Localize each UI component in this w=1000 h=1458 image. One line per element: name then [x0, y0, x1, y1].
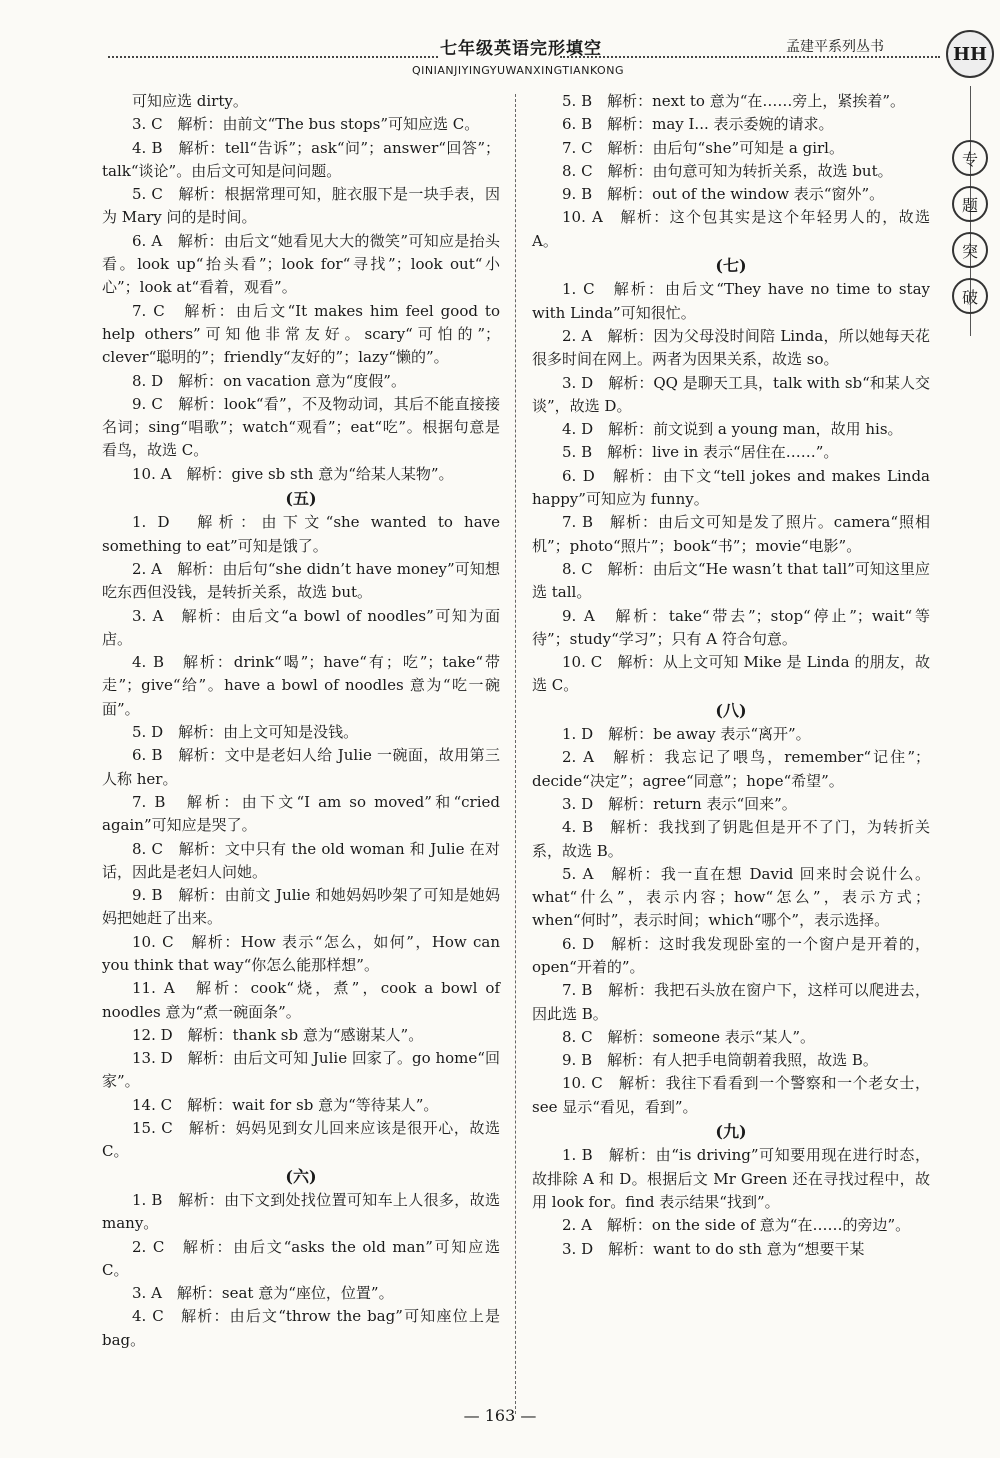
- answer-item: 3. D 解析：want to do sth 意为“想要干某: [562, 1239, 865, 1258]
- answer-item: 9. B 解析：out of the window 表示“窗外”。: [562, 185, 885, 204]
- series-name: 孟建平系列丛书: [786, 39, 884, 55]
- answer-item: 3. D 解析：QQ 是聊天工具，talk with sb“和某人交谈”，故选 D。: [532, 373, 930, 415]
- answer-item: 14. C 解析：wait for sb 意为“等待某人”。: [132, 1095, 439, 1114]
- side-tab-2: 题: [952, 186, 988, 222]
- side-tabs: [952, 140, 988, 324]
- answer-item: 8. D 解析：on vacation 意为“度假”。: [132, 371, 406, 390]
- answer-item: 5. B 解析：next to 意为“在……旁上，紧挨着”。: [562, 92, 906, 110]
- answer-item: 2. A 解析：我忘记了喂鸟，remember“记住”；decide“决定”；agree“同意”；hope“希望”。: [532, 748, 930, 790]
- left-column: [102, 90, 500, 1352]
- side-tab-1: 专: [952, 140, 988, 176]
- answer-item: 3. A 解析：seat 意为“座位，位置”。: [132, 1284, 394, 1303]
- answer-item: 1. B 解析：由“is driving”可知要用现在进行时态，故排除 A 和 D。根据后文 Mr Green 还在寻找过程中，故用 look for。find 表示结果“找到”。: [532, 1146, 930, 1211]
- section-heading: (五): [285, 489, 317, 509]
- section-heading: (九): [715, 1122, 747, 1142]
- answer-item: 7. B 解析：由后文可知是发了照片。camera“照相机”；photo“照片”；book“书”；movie“电影”。: [532, 513, 930, 555]
- answer-item: 可知应选 dirty。: [132, 92, 248, 110]
- answer-item: 10. A 解析：这个包其实是这个年轻男人的，故选 A。: [532, 208, 930, 250]
- answer-item: 5. B 解析：live in 表示“居住在……”。: [562, 443, 839, 462]
- answer-item: 4. B 解析：我找到了钥匙但是开不了门，为转折关系，故选 B。: [532, 818, 930, 860]
- answer-item: 4. B 解析：drink“喝”；have“有；吃”；take“带走”；give“给”。have a bowl of noodles 意为“吃一碗面”。: [102, 653, 500, 718]
- answer-item: 5. D 解析：由上文可知是没钱。: [132, 723, 359, 742]
- section-heading: (八): [715, 700, 747, 720]
- answer-item: 9. C 解析：look“看”，不及物动词，其后不能直接接名词；sing“唱歌”；watch“观看”；eat“吃”。根据句意是看鸟，故选 C。: [102, 394, 500, 460]
- answer-item: 6. D 解析：这时我发现卧室的一个窗户是开着的，open“开着的”。: [532, 934, 930, 976]
- answer-item: 1. D 解析：be away 表示“离开”。: [562, 725, 811, 744]
- side-tab-4: 破: [952, 278, 988, 314]
- book-title-pinyin: QINIANJIYINGYUWANXINGTIANKONG: [412, 64, 624, 77]
- answer-item: 13. D 解析：由后文可知 Julie 回家了。go home“回家”。: [102, 1049, 500, 1091]
- answer-item: 6. D 解析：由下文“tell jokes and makes Linda happy”可知应为 funny。: [532, 466, 930, 509]
- section-heading: (六): [285, 1166, 317, 1186]
- answer-item: 4. B 解析：tell“告诉”；ask“问”；answer“回答”；talk“谈论”。由后文可知是问问题。: [102, 138, 500, 180]
- answer-item: 7. C 解析：由后文“It makes him feel good to help others”可知他非常友好。scary“可怕的”；clever“聪明的”；friendly“友好的”；lazy“懒的”。: [102, 301, 500, 367]
- column-divider: [515, 94, 516, 1414]
- side-tab-3: 突: [952, 232, 988, 268]
- answer-item: 1. B 解析：由下文到处找位置可知车上人很多，故选 many。: [102, 1190, 500, 1233]
- answer-item: 11. A 解析：cook“烧，煮”，cook a bowl of noodles 意为“煮一碗面条”。: [102, 979, 500, 1021]
- answer-item: 2. C 解析：由后文“asks the old man”可知应选 C。: [102, 1237, 500, 1279]
- answer-item: 5. A 解析：我一直在想 David 回来时会说什么。what“什么”，表示内容；how“怎么”，表示方式；when“何时”，表示时间；which“哪个”，表示选择。: [532, 864, 930, 930]
- answer-item: 1. D 解析：由下文“she wanted to have something to eat”可知是饿了。: [102, 513, 500, 555]
- answer-item: 8. C 解析：文中只有 the old woman 和 Julie 在对话，因此是老妇人问她。: [102, 839, 500, 881]
- answer-item: 3. D 解析：return 表示“回来”。: [562, 794, 797, 813]
- answer-item: 4. C 解析：由后文“throw the bag”可知座位上是 bag。: [102, 1307, 500, 1349]
- answer-item: 2. A 解析：因为父母没时间陪 Linda，所以她每天花很多时间在网上。两者为因果关系，故选 so。: [532, 326, 930, 369]
- answer-item: 5. C 解析：根据常理可知，脏衣服下是一块手表，因为 Mary 问的是时间。: [102, 185, 500, 227]
- answer-item: 8. C 解析：someone 表示“某人”。: [562, 1027, 816, 1046]
- answer-item: 6. B 解析：文中是老妇人给 Julie 一碗面，故用第三人称 her。: [102, 746, 500, 788]
- answer-item: 4. D 解析：前文说到 a young man，故用 his。: [562, 420, 903, 439]
- answer-item: 1. C 解析：由后文“They have no time to stay with Linda”可知很忙。: [532, 280, 930, 322]
- answer-item: 10. C 解析：我往下看看到一个警察和一个老女士，see 显示“看见，看到”。: [532, 1074, 930, 1116]
- page-number: — 163 —: [463, 1406, 537, 1425]
- publisher-logo-icon: HH: [946, 30, 994, 78]
- answer-item: 10. A 解析：give sb sth 意为“给某人某物”。: [132, 464, 454, 483]
- answer-item: 2. A 解析：由后句“she didn’t have money”可知想吃东西但没钱，是转折关系，故选 but。: [102, 559, 500, 602]
- section-heading: (七): [715, 256, 747, 276]
- header-dotted-rule-right: [560, 56, 940, 58]
- answer-item: 2. A 解析：on the side of 意为“在……的旁边”。: [562, 1216, 911, 1235]
- answer-item: 6. B 解析：may I... 表示委婉的请求。: [562, 115, 834, 134]
- answer-item: 6. A 解析：由后文“她看见大大的微笑”可知应是抬头看。look up“抬头看”；look for“寻找”；look out“小心”；look at“看着，观看”。: [102, 231, 500, 297]
- page-header: [0, 0, 1000, 90]
- book-title: 七年级英语完形填空: [440, 39, 602, 59]
- answer-item: 8. C 解析：由句意可知为转折关系，故选 but。: [562, 161, 893, 180]
- answer-item: 7. C 解析：由后句“she”可知是 a girl。: [562, 138, 844, 157]
- answer-item: 7. B 解析：我把石头放在窗户下，这样可以爬进去，因此选 B。: [532, 981, 930, 1023]
- right-column: [532, 90, 930, 1261]
- answer-item: 9. B 解析：有人把手电筒朝着我照，故选 B。: [562, 1051, 878, 1070]
- answer-item: 10. C 解析：How 表示“怎么，如何”，How can you think that way“你怎么能那样想”。: [102, 932, 500, 974]
- answer-item: 9. B 解析：由前文 Julie 和她妈妈吵架了可知是她妈妈把她赶了出来。: [102, 886, 500, 928]
- answer-item: 7. B 解析：由下文“I am so moved”和“cried again”可知应是哭了。: [102, 792, 500, 835]
- answer-item: 10. C 解析：从上文可知 Mike 是 Linda 的朋友，故选 C。: [532, 653, 930, 695]
- answer-item: 15. C 解析：妈妈见到女儿回来应该是很开心，故选 C。: [102, 1119, 500, 1161]
- answer-item: 12. D 解析：thank sb 意为“感谢某人”。: [132, 1025, 424, 1044]
- answer-item: 8. C 解析：由后文“He wasn’t that tall”可知这里应选 tall。: [532, 559, 930, 602]
- header-dotted-rule: [108, 56, 438, 58]
- answer-item: 3. C 解析：由前文“The bus stops”可知应选 C。: [132, 115, 480, 134]
- answer-item: 3. A 解析：由后文“a bowl of noodles”可知为面店。: [102, 606, 500, 648]
- answer-item: 9. A 解析：take“带去”；stop“停止”；wait“等待”；study“学习”；只有 A 符合句意。: [532, 606, 930, 648]
